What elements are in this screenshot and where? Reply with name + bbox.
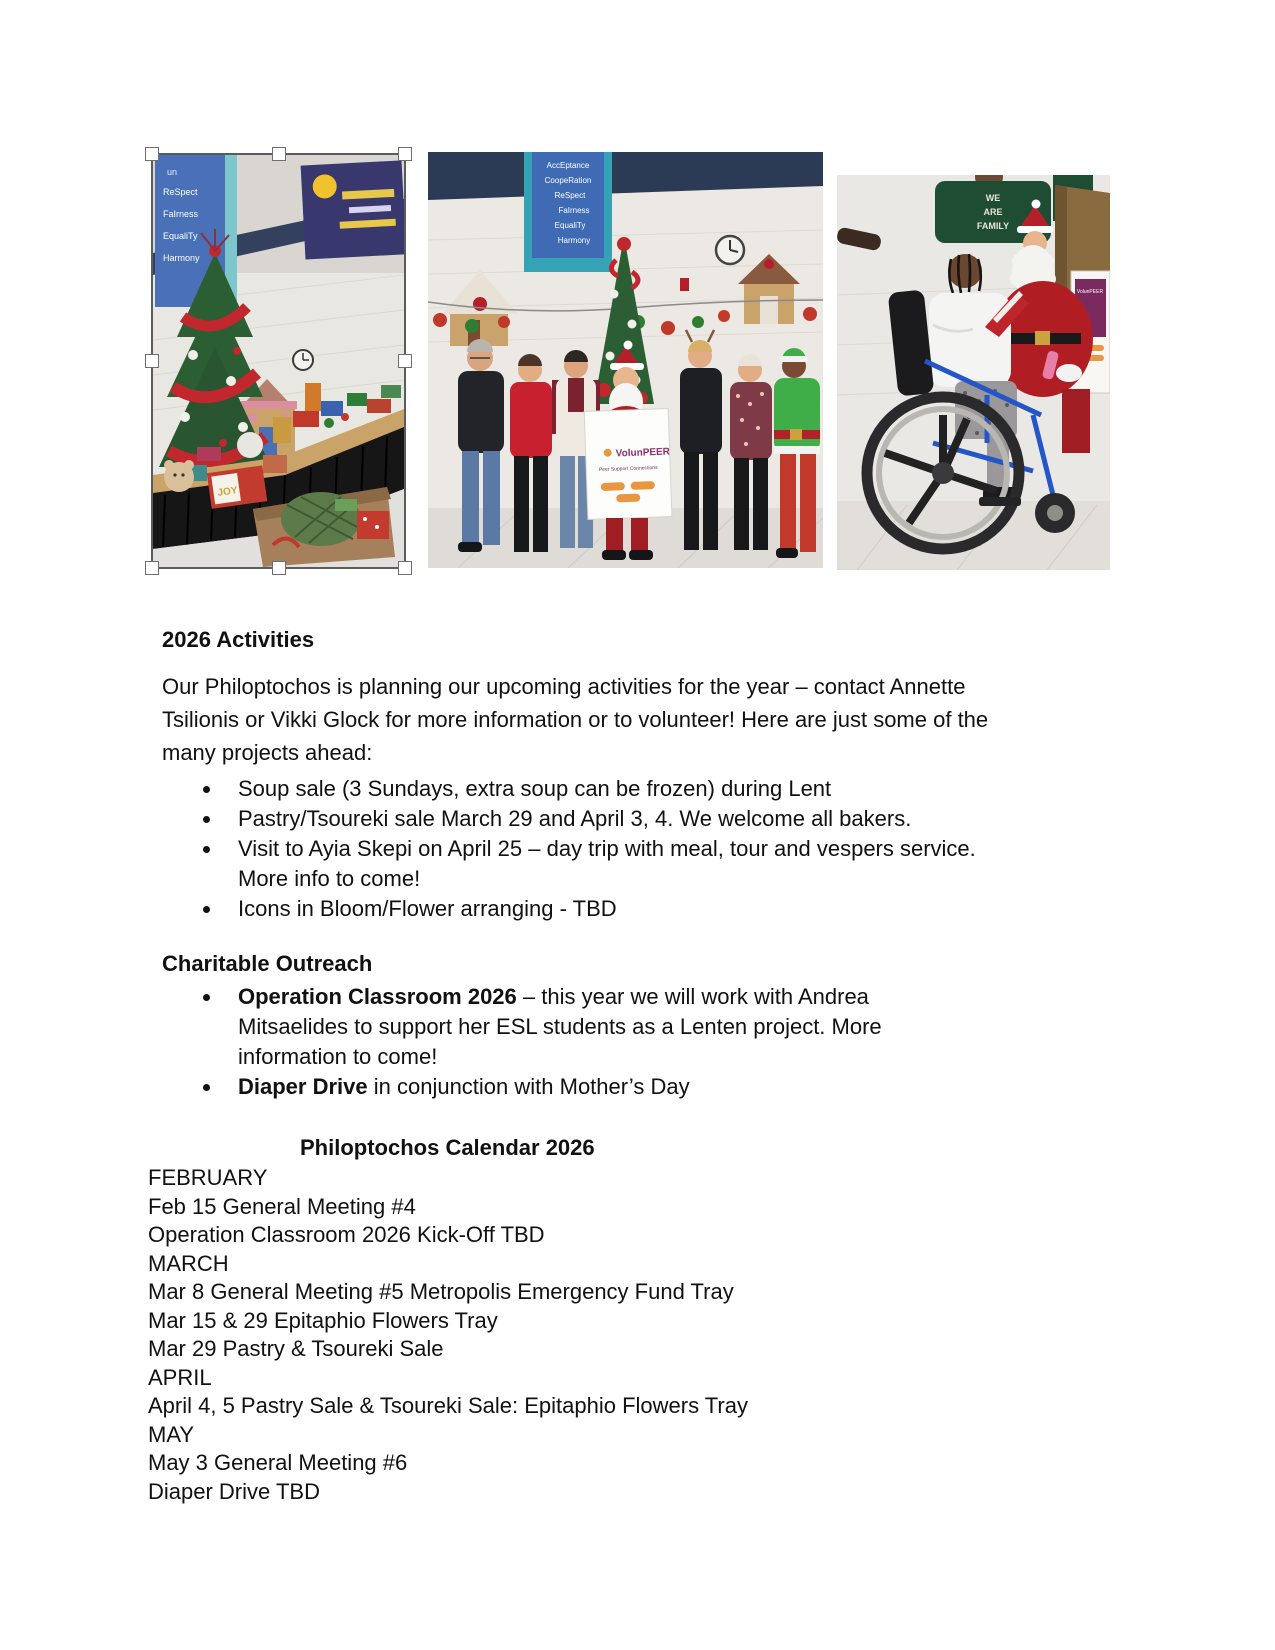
calendar-line: May 3 General Meeting #6 (148, 1450, 408, 1475)
volunpeer-sign (584, 409, 673, 520)
selection-handle-sw[interactable] (145, 561, 159, 575)
calendar-line: FEBRUARY (148, 1165, 268, 1190)
calendar-line: MAY (148, 1421, 195, 1447)
calendar-line: APRIL (148, 1364, 212, 1390)
list-item (162, 834, 982, 894)
school-banner (301, 160, 404, 259)
list-item (162, 804, 982, 834)
svg-text:VolunPEER: VolunPEER (615, 446, 671, 460)
charitable-list (162, 982, 982, 1102)
svg-text:JOY: JOY (216, 485, 239, 499)
photo-santa-group[interactable] (428, 152, 823, 568)
activities-list (162, 774, 982, 924)
charitable-heading: Charitable Outreach (162, 951, 373, 976)
bullet-text: in conjunction with Mother’s Day (367, 1074, 690, 1099)
selection-handle-s[interactable] (272, 561, 286, 575)
svg-text:WE: WE (985, 193, 1001, 203)
clock-icon (293, 350, 313, 370)
calendar-heading: Philoptochos Calendar 2026 (300, 1135, 595, 1160)
svg-text:Harmony: Harmony (163, 253, 200, 263)
selection-handle-ne[interactable] (398, 147, 412, 161)
selection-handle-w[interactable] (145, 354, 159, 368)
santa-group-scene (428, 152, 823, 568)
bullet-text: Icons in Bloom/Flower arranging - TBD (238, 896, 617, 921)
values-banner (524, 152, 612, 272)
list-item (162, 774, 982, 804)
svg-text:Peer Support Connections: Peer Support Connections (598, 464, 658, 474)
svg-text:EqualiTy: EqualiTy (163, 231, 198, 241)
santa-wheelchair-scene (837, 175, 1110, 570)
svg-text:VolunPEER: VolunPEER (1076, 289, 1104, 295)
list-item (162, 894, 982, 924)
svg-text:ReSpect: ReSpect (163, 187, 198, 197)
svg-text:FaIrness: FaIrness (558, 206, 590, 215)
bullet-text: Soup sale (3 Sundays, extra soup can be frozen) during Lent (238, 776, 832, 801)
clock-icon (716, 236, 744, 264)
activities-heading: 2026 Activities (162, 627, 315, 652)
svg-text:ReSpect: ReSpect (554, 191, 586, 200)
svg-text:ARE: ARE (983, 207, 1003, 217)
svg-text:FAMILY: FAMILY (976, 221, 1010, 231)
list-item (162, 982, 982, 1072)
bullet-text: Pastry/Tsoureki sale March 29 and April 3, 4. We welcome all bakers. (238, 806, 912, 831)
selection-handle-se[interactable] (398, 561, 412, 575)
selection-handle-n[interactable] (272, 147, 286, 161)
selection-handle-e[interactable] (398, 354, 412, 368)
calendar-line: Mar 15 & 29 Epitaphio Flowers Tray (148, 1307, 498, 1333)
plush-bear-icon (164, 460, 194, 492)
calendar-line: Mar 8 General Meeting #5 Metropolis Emergency Fund Tray (148, 1279, 734, 1304)
fire-alarm-icon (680, 278, 689, 291)
svg-text:FaIrness: FaIrness (163, 209, 199, 219)
svg-text:EqualiTy: EqualiTy (554, 221, 586, 230)
svg-text:un: un (167, 167, 178, 177)
selection-handle-nw[interactable] (145, 147, 159, 161)
calendar-line: MARCH (148, 1250, 229, 1276)
bullet-text: Visit to Ayia Skepi on April 25 – day trip with meal, tour and vespers service. More info to come! (238, 836, 976, 891)
list-item (162, 1072, 982, 1102)
bullet-bold-text: Operation Classroom 2026 (238, 984, 517, 1009)
bullet-text: – this year we will work with Andrea Mitsaelides to support her ESL students as a Lenten project. More information to come! (238, 984, 882, 1069)
calendar-list (148, 1164, 1108, 1506)
svg-text:Harmony: Harmony (557, 236, 591, 245)
calendar-line: April 4, 5 Pastry Sale & Tsoureki Sale: Epitaphio Flowers Tray (148, 1393, 748, 1418)
gift-table-scene (153, 155, 404, 567)
bullet-bold-text: Diaper Drive (238, 1074, 368, 1099)
calendar-line: Mar 29 Pastry & Tsoureki Sale (148, 1336, 444, 1361)
svg-text:AccEptance: AccEptance (546, 161, 590, 170)
photo-gift-table[interactable] (153, 155, 404, 567)
photo-santa-wheelchair[interactable] (837, 175, 1110, 570)
activities-paragraph: Our Philoptochos is planning our upcoming activities for the year – contact Annette Tsilionis or Vikki Glock for more information or to volunteer! Here are just some of the many projects ahead: (162, 674, 989, 765)
calendar-line: Diaper Drive TBD (148, 1478, 320, 1504)
calendar-line: Operation Classroom 2026 Kick-Off TBD (148, 1222, 545, 1247)
svg-text:CoopeRation: CoopeRation (544, 176, 592, 185)
calendar-line: Feb 15 General Meeting #4 (148, 1193, 416, 1219)
